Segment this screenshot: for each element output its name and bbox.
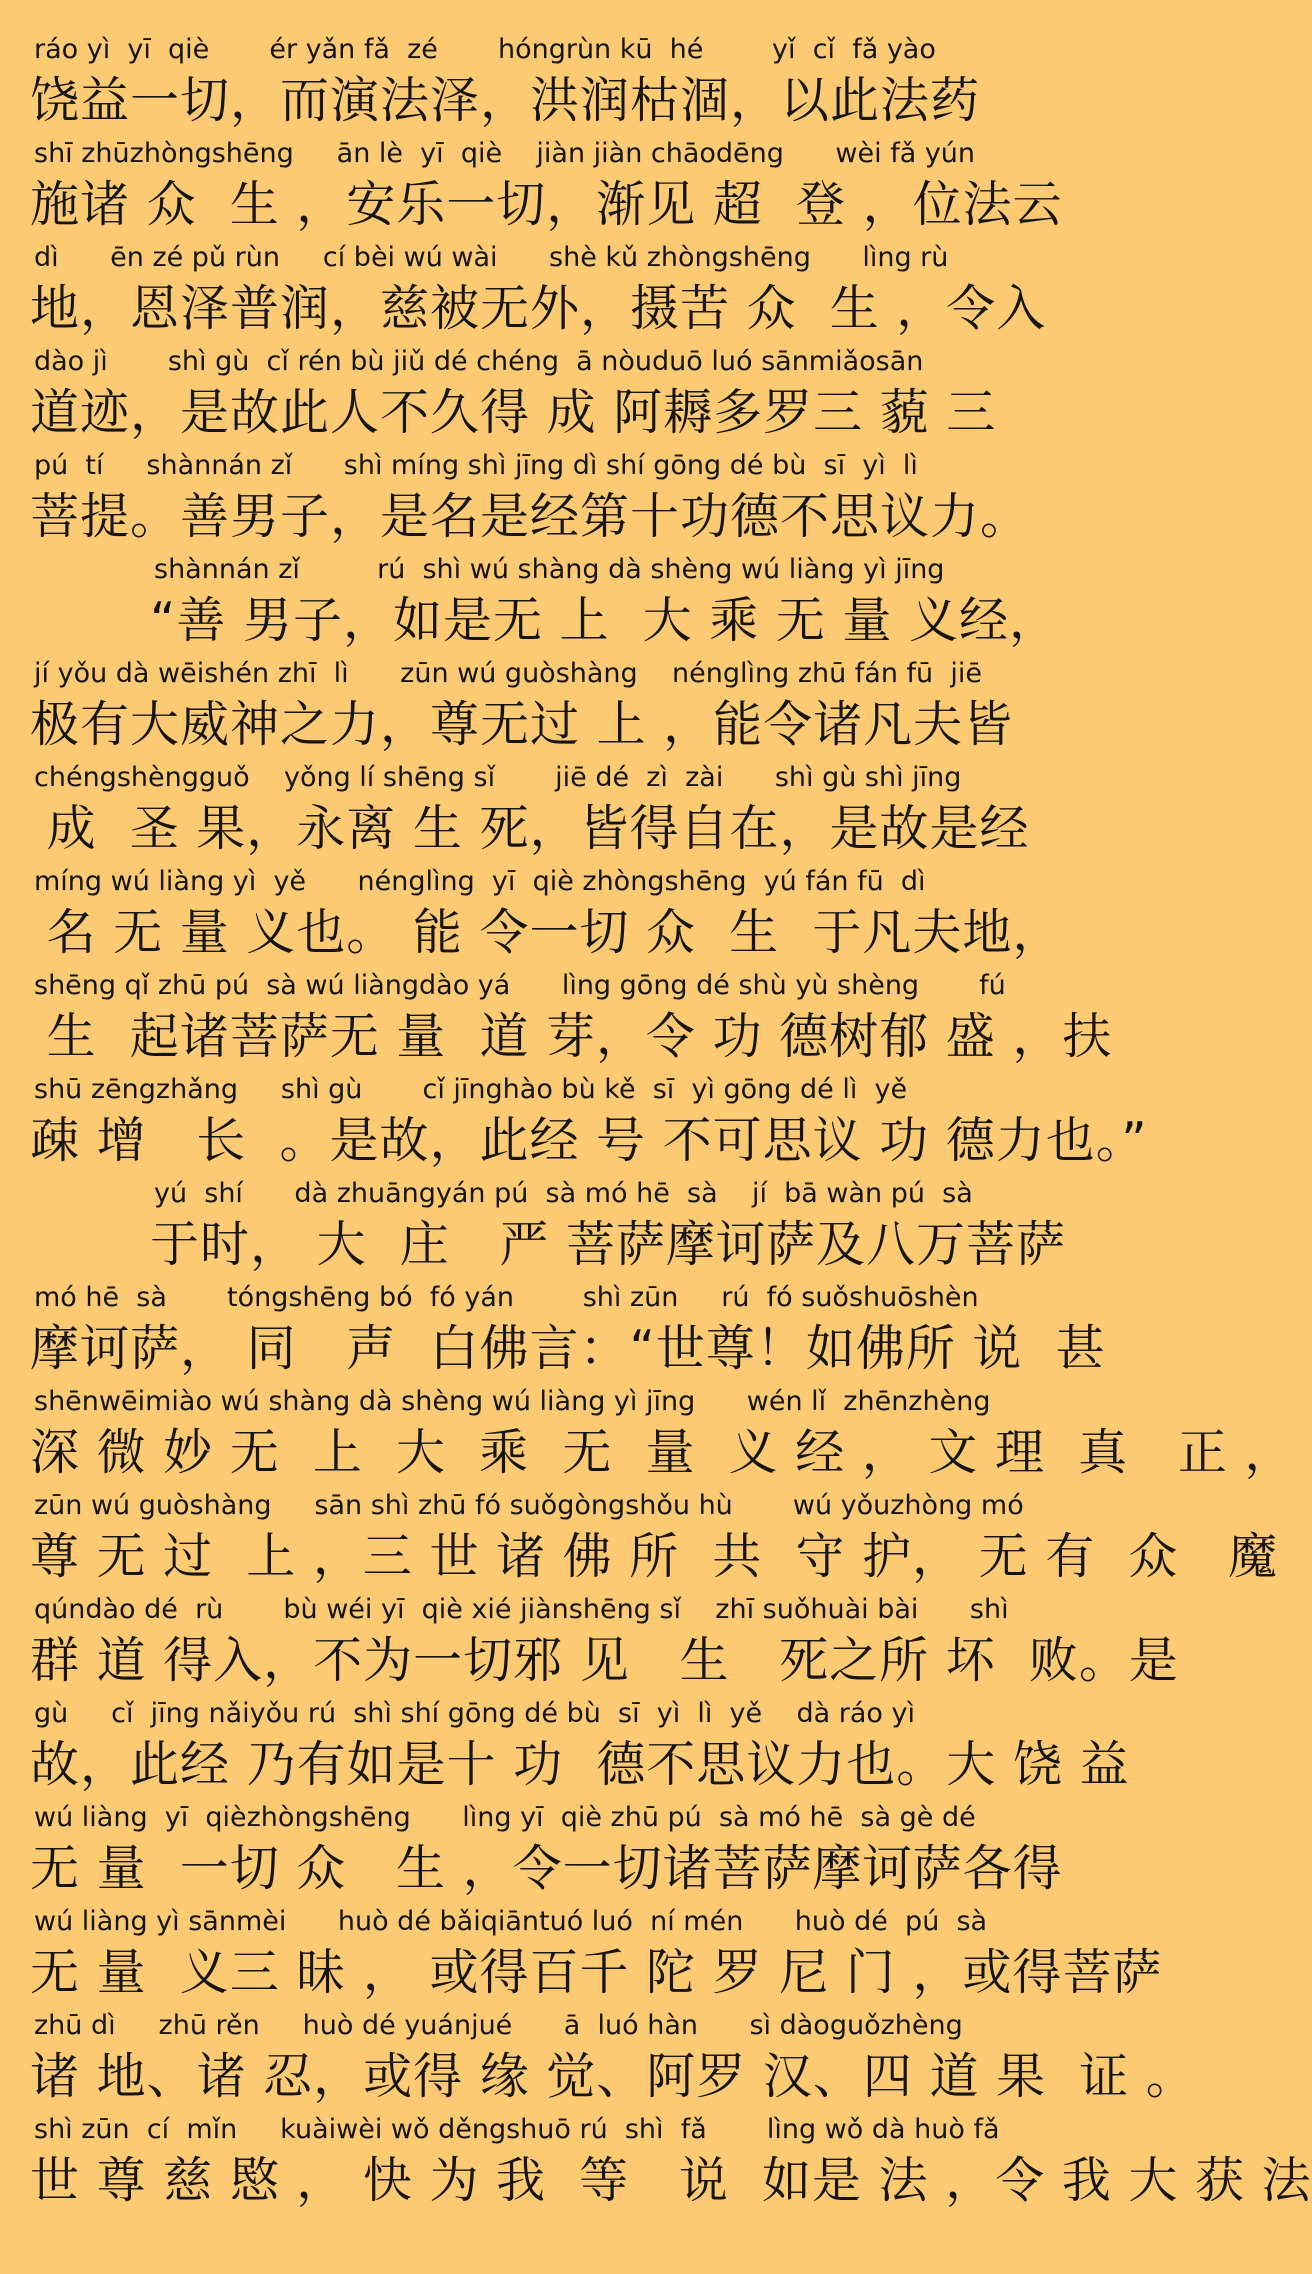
pinyin-annotation: shū zēngzhǎng shì gù cǐ jīnghào bù kě sī yì gōng dé lì yě [34, 1074, 908, 1105]
text-line [30, 1592, 1179, 1696]
pinyin-annotation: dào jì shì gù cǐ rén bù jiǔ dé chéng ā nòuduō luó sānmiǎosān [34, 346, 924, 377]
chinese-text: “善 男子，如是无 上 大 乘 无 量 义经， [150, 592, 1059, 649]
pinyin-annotation: qúndào dé rù bù wéi yī qiè xié jiànshēng sǐ zhī suǒhuài bài shì [34, 1594, 1009, 1625]
chinese-text: 群 道 得入，不为一切邪 见 生 死之所 坏 败。是 [30, 1632, 1179, 1689]
pinyin-annotation: yú shí dà zhuāngyán pú sà mó hē sà jí bā wàn pú sà [154, 1178, 973, 1209]
pinyin-annotation: wú liàng yì sānmèi huò dé bǎiqiāntuó luó ní mén huò dé pú sà [34, 1906, 988, 1937]
text-line [30, 240, 1050, 344]
pinyin-annotation: míng wú liàng yì yě nénglìng yī qiè zhòngshēng yú fán fū dì [34, 866, 926, 897]
chinese-text: 饶益一切，而演法泽，洪润枯涸，以此法药 [30, 72, 981, 129]
chinese-text: 生 起诸菩萨无 量 道 芽，令 功 德树郁 盛 ，扶 [30, 1008, 1113, 1065]
chinese-text: 摩诃萨， 同 声 白佛言：“世尊！如佛所 说 甚 [30, 1320, 1106, 1377]
chinese-text: 尊 无 过 上 ，三 世 诸 佛 所 共 守 护， 无 有 众 魔 [30, 1528, 1279, 1585]
text-line [30, 1384, 1295, 1488]
text-line [30, 32, 1050, 136]
pinyin-annotation: shì zūn cí mǐn kuàiwèi wǒ děngshuō rú shì fǎ lìng wǒ dà huò fǎ [34, 2114, 1000, 2145]
chinese-text: 深 微 妙 无 上 大 乘 无 量 义 经 ， 文 理 真 正 ， [30, 1424, 1295, 1481]
text-line [30, 864, 1063, 968]
pinyin-annotation: zhū dì zhū rěn huò dé yuánjué ā luó hàn sì dàoguǒzhèng [34, 2010, 963, 2041]
pinyin-annotation: wú liàng yī qièzhòngshēng lìng yī qiè zhū pú sà mó hē sà gè dé [34, 1802, 976, 1833]
chinese-text: 无 量 义三 昧 ， 或得百千 陀 罗 尼 门 ，或得菩萨 [30, 1944, 1163, 2001]
pinyin-annotation: dì ēn zé pǔ rùn cí bèi wú wài shè kǔ zhòngshēng lìng rù [34, 242, 949, 273]
chinese-text: 故，此经 乃有如是十 功 德不思议力也。大 饶 益 [30, 1736, 1130, 1793]
text-line [30, 344, 1050, 448]
pinyin-annotation: ráo yì yī qiè ér yǎn fǎ zé hóngrùn kū hé yǐ cǐ fǎ yào [34, 34, 936, 65]
text-line [30, 1800, 1063, 1904]
chinese-text: 世 尊 慈 愍 ， 快 为 我 等 说 如是 法 ，令 我 大 获 法 [30, 2152, 1312, 2209]
text-line [30, 968, 1113, 1072]
text-line [30, 448, 1050, 552]
text-line [30, 1280, 1106, 1384]
text-line [30, 656, 1050, 760]
text-line [30, 552, 1059, 656]
pinyin-annotation: shī zhūzhòngshēng ān lè yī qiè jiàn jiàn chāodēng wèi fǎ yún [34, 138, 976, 169]
text-line [30, 1072, 1148, 1176]
text-line [30, 1176, 1067, 1280]
chinese-text: 无 量 一切 众 生 ，令一切诸菩萨摩诃萨各得 [30, 1840, 1063, 1897]
chinese-text: 道迹，是故此人不久得 成 阿耨多罗三 藐 三 [30, 384, 997, 441]
pinyin-annotation: mó hē sà tóngshēng bó fó yán shì zūn rú fó suǒshuōshèn [34, 1282, 979, 1313]
text-line [30, 1696, 1130, 1800]
chinese-text: 疎 增 长 。是故，此经 号 不可思议 功 德力也。” [30, 1112, 1148, 1169]
chinese-text: 成 圣 果，永离 生 死，皆得自在，是故是经 [30, 800, 1030, 857]
text-line [30, 2008, 1196, 2112]
pinyin-annotation: chéngshèngguǒ yǒng lí shēng sǐ jiē dé zì zài shì gù shì jīng [34, 762, 962, 793]
chinese-text: 菩提。善男子，是名是经第十功德不思议力。 [30, 488, 1031, 545]
pinyin-annotation: pú tí shànnán zǐ shì míng shì jīng dì shí gōng dé bù sī yì lì [34, 450, 918, 481]
pinyin-annotation: zūn wú guòshàng sān shì zhū fó suǒgòngshǒu hù wú yǒuzhòng mó [34, 1490, 1024, 1521]
text-line [30, 136, 1063, 240]
chinese-text: 名 无 量 义也。 能 令一切 众 生 于凡夫地， [30, 904, 1063, 961]
pinyin-annotation: shànnán zǐ rú shì wú shàng dà shèng wú liàng yì jīng [154, 554, 945, 585]
chinese-text: 诸 地、诸 忍，或得 缘 觉、阿罗 汉、四 道 果 证 。 [30, 2048, 1196, 2105]
chinese-text: 于时， 大 庄 严 菩萨摩诃萨及八万菩萨 [150, 1216, 1067, 1273]
chinese-text: 极有大威神之力，尊无过 上 ，能令诸凡夫皆 [30, 696, 1014, 753]
text-line [30, 1488, 1279, 1592]
text-line [30, 2112, 1312, 2216]
pinyin-annotation: gù cǐ jīng nǎiyǒu rú shì shí gōng dé bù sī yì lì yě dà ráo yì [34, 1698, 915, 1729]
pinyin-annotation: shēng qǐ zhū pú sà wú liàngdào yá lìng gōng dé shù yù shèng fú [34, 970, 1006, 1001]
text-line [30, 1904, 1163, 2008]
chinese-text: 地，恩泽普润，慈被无外，摄苦 众 生 ，令入 [30, 280, 1047, 337]
text-line [30, 760, 1050, 864]
pinyin-annotation: jí yǒu dà wēishén zhī lì zūn wú guòshàng nénglìng zhū fán fū jiē [34, 658, 982, 689]
chinese-text: 施诸 众 生 ，安乐一切，渐见 超 登 ，位法云 [30, 176, 1063, 233]
pinyin-annotation: shēnwēimiào wú shàng dà shèng wú liàng yì jīng wén lǐ zhēnzhèng [34, 1386, 991, 1417]
